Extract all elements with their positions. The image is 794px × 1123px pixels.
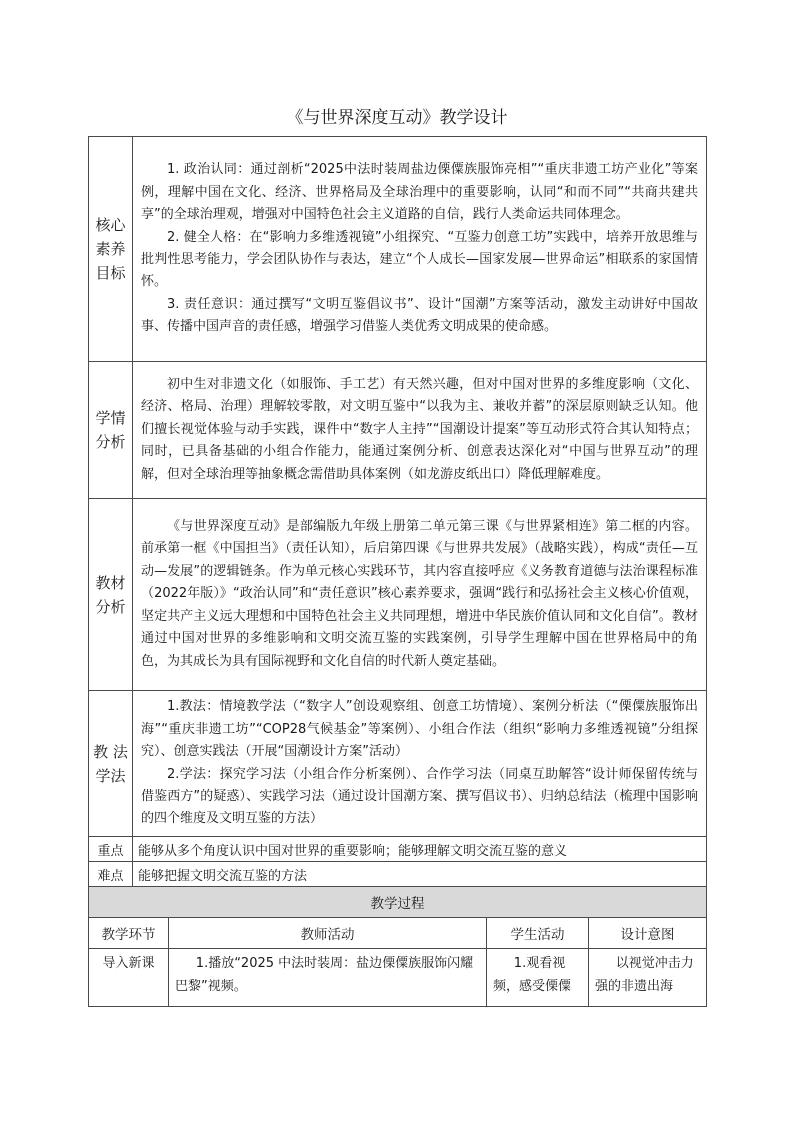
learner-paragraph: 初中生对非遗文化（如服饰、手工艺）有天然兴趣，但对中国对世界的多维度影响（文化、经济、格局、治理）理解较零散，对文明互鉴中“以我为主、兼收并蓄”的深层原则缺乏认知。他们擅长视觉体验与动手实践，课件中“数字人主持”“国潮设计提案”等互动形式符合其认知特点；同时，已具备基础的小组合作能力，能通过案例分析、创意表达深化对“中国与世界互动”的理解，但对全球治理等抽象概念需借助具体案例（如龙游皮纸出口）降低理解难度。 <box>141 376 699 482</box>
textbook-paragraph: 《与世界深度互动》是部编版九年级上册第二单元第三课《与世界紧相连》第二框的内容。前承第一框《中国担当》（责任认知），后启第四课《与世界共发展》（战略实践），构成“责任—互动—发展”的逻辑链条。作为单元核心实践环节，其内容直接呼应《义务教育道德与法治课程标准（2022年版）》“政治认同”和“责任意识”核心素养要求，强调“践行和弘扬社会主义核心价值观，坚定共产主义远大理想和中国特色社会主义共同理想，增进中华民族价值认同和文化自信”。教材通过中国对世界的多维影响和文明交流互鉴的实践案例，引导学生理解中国在世界格局中的角色，为其成长为具有国际视野和文化自信的时代新人奠定基础。 <box>141 519 699 669</box>
column-header: 教师活动 <box>169 918 487 949</box>
section-label-methods: 教 法 学法 <box>89 691 133 837</box>
key-point-text: 能够从多个角度认识中国对世界的重要影响；能够理解文明交流互鉴的意义 <box>133 837 707 862</box>
table-row <box>89 949 707 1007</box>
process-heading: 教学过程 <box>89 887 707 918</box>
stage-cell: 导入新课 <box>89 949 169 1007</box>
section-content-textbook <box>133 499 707 691</box>
column-header: 教学环节 <box>89 918 169 949</box>
goal-paragraph: 3. 责任意识：通过撰写“文明互鉴倡议书”、设计“国潮”方案等活动，激发主动讲好中国故事、传播中国声音的责任感，增强学习借鉴人类优秀文明成果的使命感。 <box>141 296 699 335</box>
page-title: 《与世界深度互动》教学设计 <box>286 108 508 128</box>
column-header: 设计意图 <box>589 918 707 949</box>
difficult-point-text: 能够把握文明交流互鉴的方法 <box>133 862 707 887</box>
methods-paragraph: 2.学法：探究学习法（小组合作分析案例）、合作学习法（同桌互助解答“设计师保留传统与借鉴西方”的疑惑）、实践学习法（通过设计国潮方案、撰写倡议书）、归纳总结法（梳理中国影响的四个维度及文明互鉴的方法） <box>141 766 699 827</box>
key-point-label: 重点 <box>89 837 133 862</box>
section-label-textbook: 教材 分析 <box>89 499 133 691</box>
section-content-methods <box>133 691 707 837</box>
lesson-design-table <box>88 136 707 1007</box>
section-content-goals <box>133 137 707 362</box>
section-content-learner <box>133 362 707 499</box>
teacher-activity-cell: 1.播放“2025 中法时装周：盐边傈僳族服饰闪耀巴黎”视频。 <box>169 949 487 1007</box>
goal-paragraph: 1. 政治认同：通过剖析“2025中法时装周盐边傈僳族服饰亮相”“重庆非遗工坊产业化”等案例，理解中国在文化、经济、世界格局及全球治理中的重要影响，认同“和而不同”“共商共建共享”的全球治理观，增强对中国特色社会主义道路的自信，践行人类命运共同体理念。 <box>141 162 699 223</box>
goal-paragraph: 2. 健全人格：在“影响力多维透视镜”小组探究、“互鉴力创意工坊”实践中，培养开放思维与批判性思考能力，学会团队协作与表达，建立“个人成长—国家发展—世界命运”相联系的家国情怀。 <box>141 229 699 290</box>
student-activity-cell: 1.观看视频，感受傈僳 <box>487 949 589 1007</box>
design-intent-cell: 以视觉冲击力强的非遗出海 <box>589 949 707 1007</box>
section-label-learner: 学情 分析 <box>89 362 133 499</box>
column-header: 学生活动 <box>487 918 589 949</box>
methods-paragraph: 1.教法：情境教学法（“数字人”创设观察组、创意工坊情境）、案例分析法（“傈僳族服饰出海”“重庆非遗工坊”“COP28气候基金”等案例）、小组合作法（组织“影响力多维透视镜”分组探究）、创意实践法（开展“国潮设计方案”活动） <box>141 699 699 760</box>
difficult-point-label: 难点 <box>89 862 133 887</box>
section-label-goals: 核心 素养 目标 <box>89 137 133 362</box>
